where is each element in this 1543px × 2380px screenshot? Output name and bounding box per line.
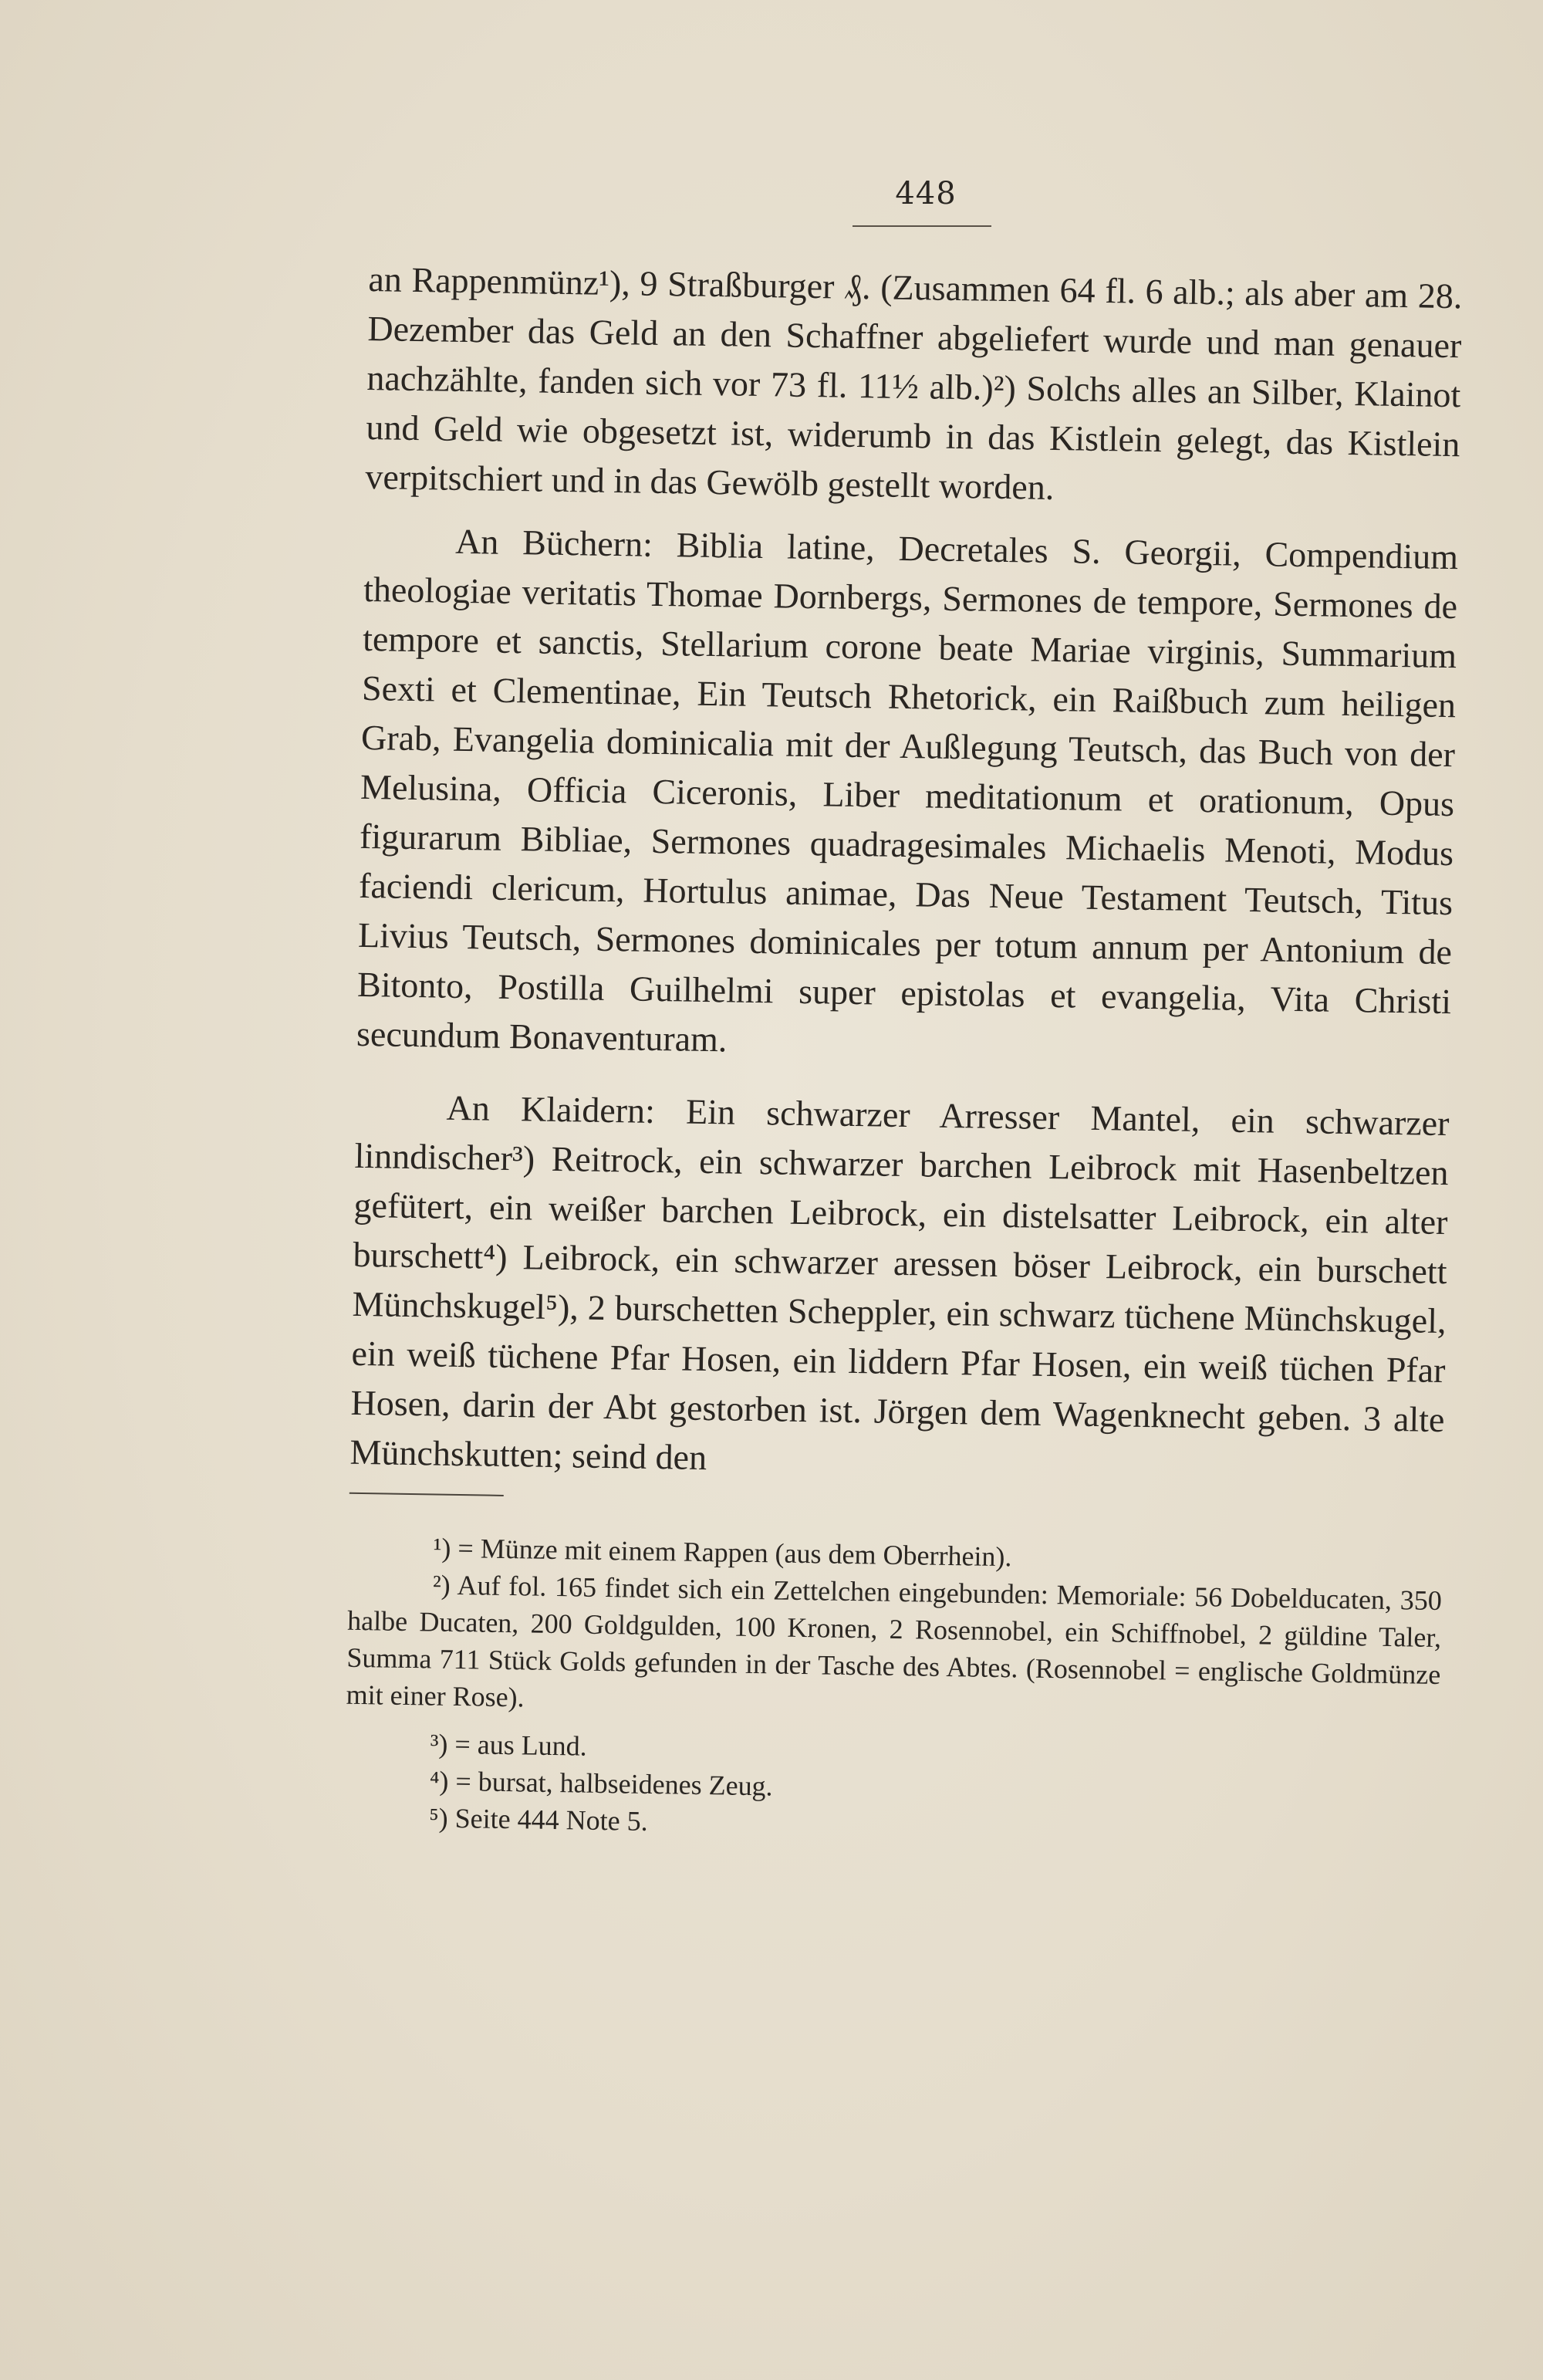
footnote-1: ¹) = Münze mit einem Rappen (aus dem Oberrhein). xyxy=(433,1532,1012,1573)
page-number-rule xyxy=(853,225,991,227)
footnote-4: ⁴) = bursat, halbseidenes Zeug. xyxy=(429,1765,773,1802)
page-number: 448 xyxy=(895,176,957,211)
footnote-5: ⁵) Seite 444 Note 5. xyxy=(428,1802,648,1837)
paragraph-silver-and-money: an Rappenmünz¹), 9 Straßburger ₰. (Zusammen 64 fl. 6 alb.; als aber am 28. Dezember das Geld an den Schaffner abgeliefert wurde und man genauer nachzählte, fanden sich vor 73 fl. 11½ alb.)²) Solchs alles an Silber, Klainot und Geld wie obgesetzt ist, widerumb in das Kistlein gelegt, das Kistlein verpitschiert und in das Gewölb gestellt worden. xyxy=(365,259,1463,507)
paragraph-clothes: An Klaidern: Ein schwarzer Arresser Mantel, ein schwarzer linndischer³) Reitrock, ein schwarzer barchen Leibrock mit Hasenbeltzen gefütert, ein weißer barchen Leibrock, ein distelsatter Leibrock, ein alter burschett⁴) Leibrock, ein schwarzer aressen böser Leibrock, ein burschett Münchskugel⁵), 2 burschetten Scheppler, ein schwarz tüchene Münchskugel, ein weiß tüchene Pfar Hosen, ein liddern Pfar Hosen, ein weiß tüchen Pfar Hosen, darin der Abt gestorben ist. Jörgen dem Wagenknecht geben. 3 alte Münchskutten; seind den xyxy=(349,1087,1450,1478)
paragraph-books: An Büchern: Biblia latine, Decretales S. Georgii, Compendium theologiae veritatis Thomae Dornbergs, Sermones de tempore, Sermones de tempore et sanctis, Stellarium corone beate Mariae virginis, Summarium Sexti et Clementinae, Ein Teutsch Rhetorick, ein Raißbuch zum heiligen Grab, Evangelia dominicalia mit der Außlegung Teutsch, das Buch von der Melusina, Officia Ciceronis, Liber meditationum et orationum, Opus figurarum Bibliae, Sermones quadragesimales Michaelis Menoti, Modus faciendi clericum, Hortulus animae, Das Neue Testament Teutsch, Titus Livius Teutsch, Sermones dominicales per totum annum per Antonium de Bitonto, Postilla Guilhelmi super epistolas et evangelia, Vita Christi secundum Bonaventuram. xyxy=(356,521,1459,1060)
footnote-2: ²) Auf fol. 165 findet sich ein Zettelchen eingebunden: Memoriale: 56 Dobelducaten, 350 halbe Ducaten, 200 Goldgulden, 100 Kronen, 2 Rosennobel, ein Schiffnobel, 2 güldine Taler, Summa 711 Stück Golds gefunden in der Tasche des Abtes. (Rosennobel = englische Goldmünze mit einer Rose). xyxy=(346,1569,1443,1713)
footnote-separator xyxy=(349,1493,504,1496)
footnote-3: ³) = aus Lund. xyxy=(430,1728,588,1762)
main-text-block xyxy=(344,255,1463,1852)
